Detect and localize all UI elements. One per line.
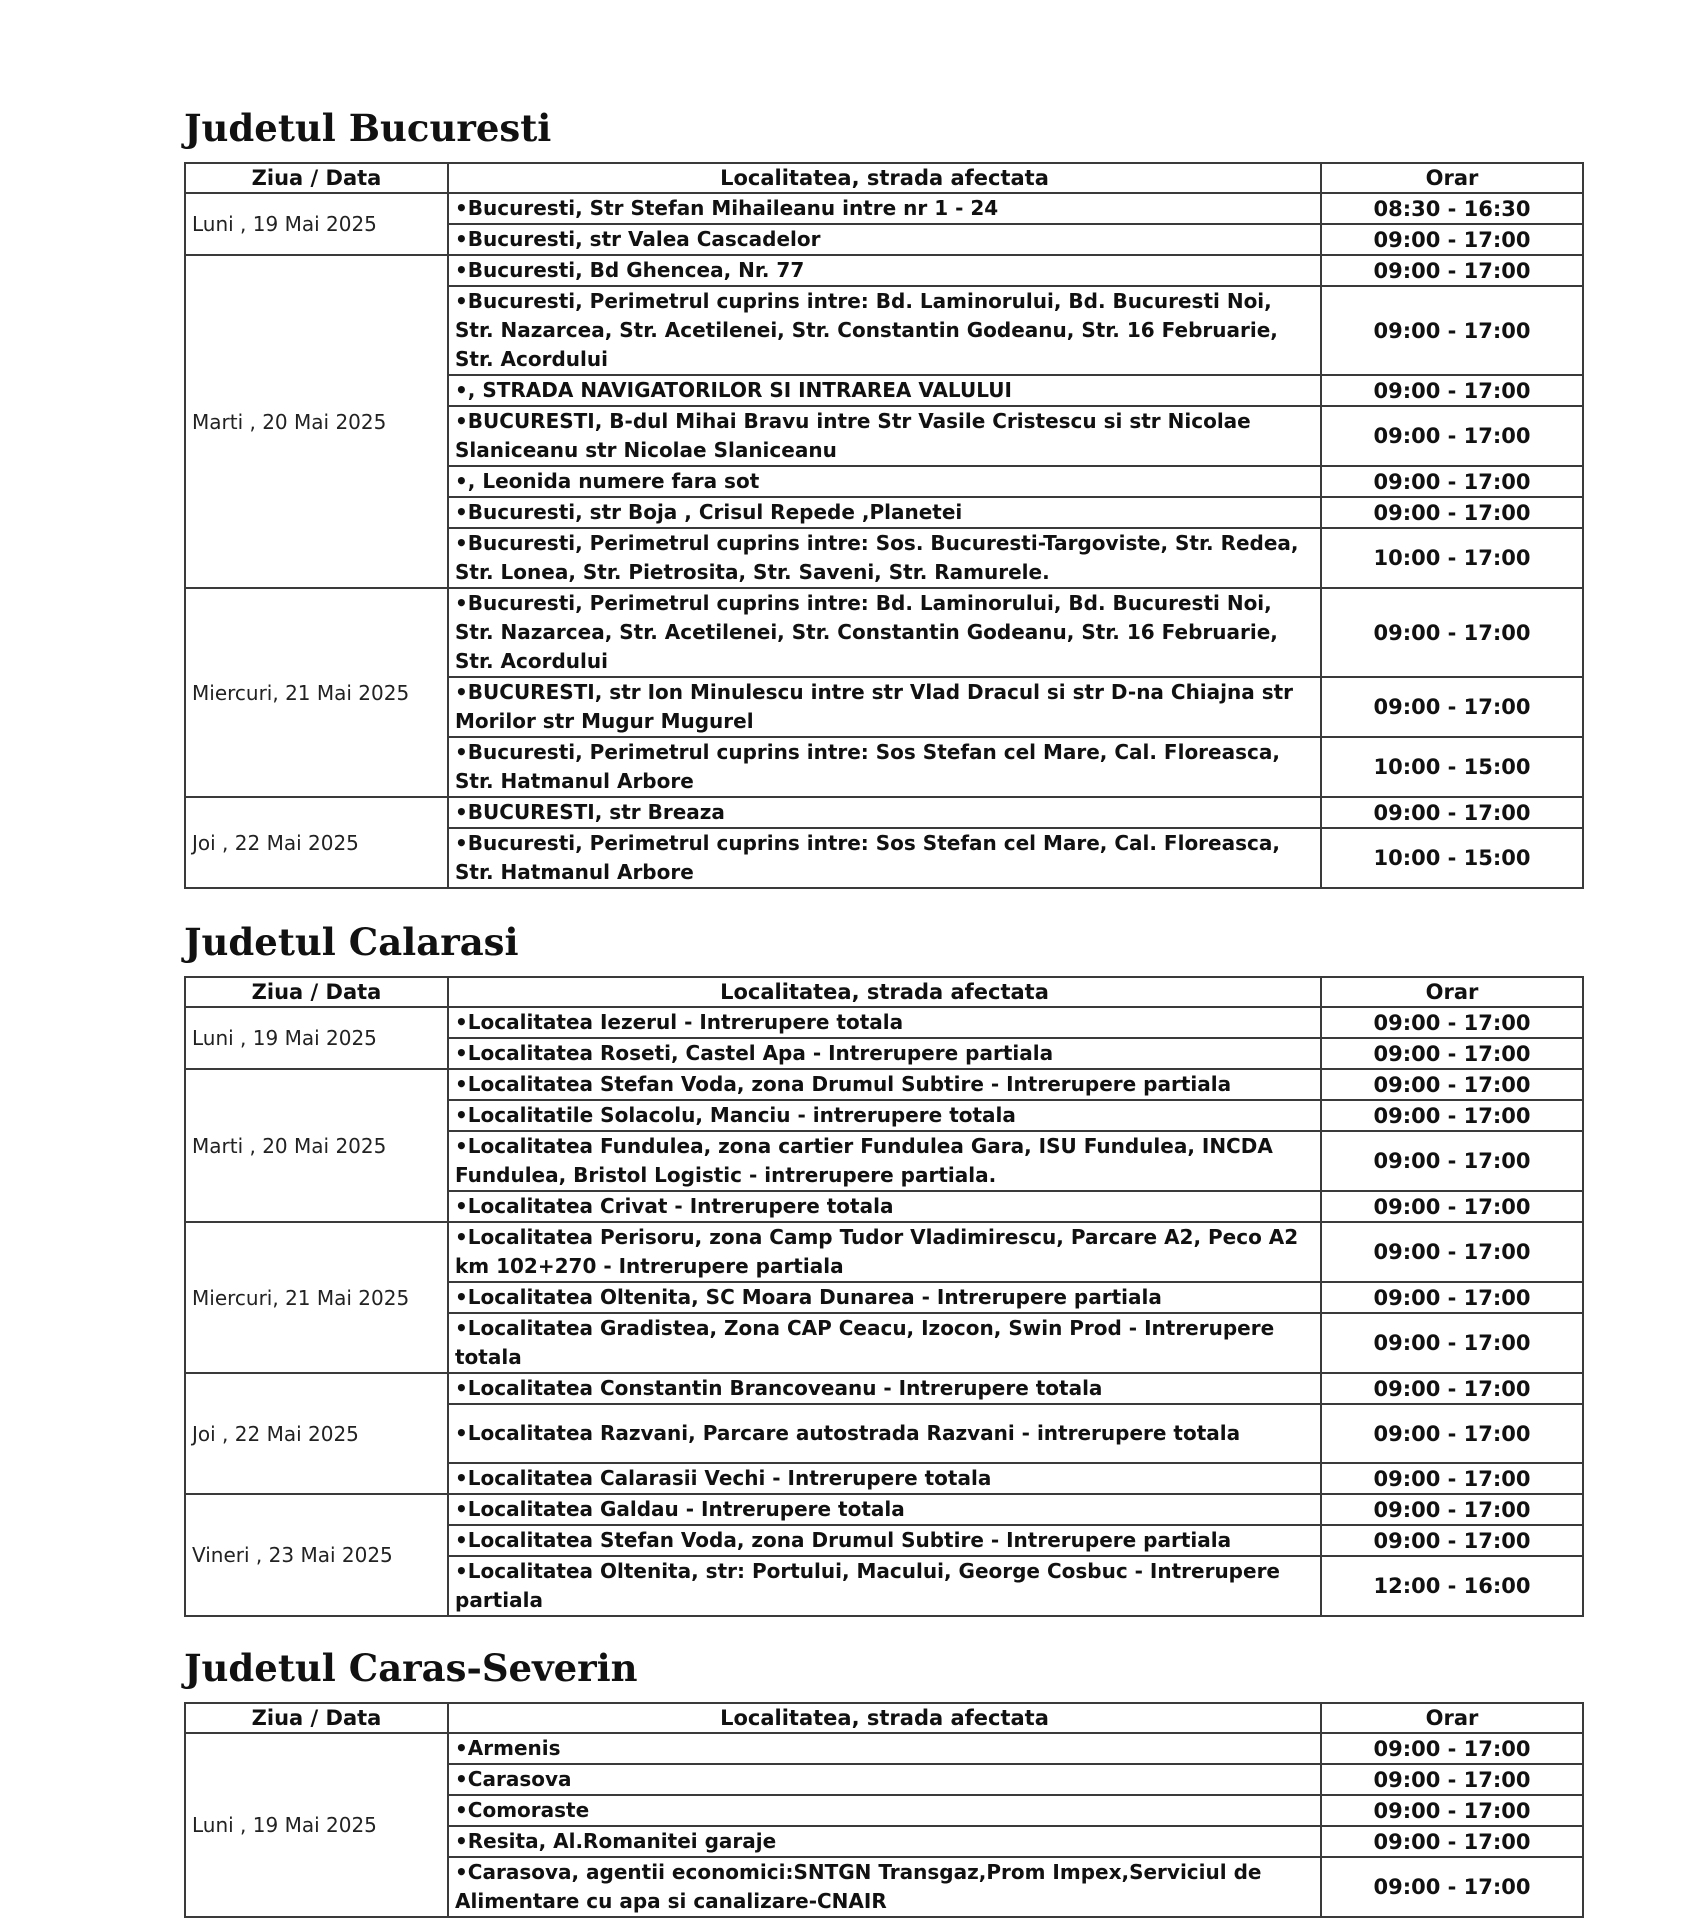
table-row [185, 1007, 1583, 1038]
schedule-table [184, 976, 1584, 1617]
location-cell: •Localitatea Gradistea, Zona CAP Ceacu, Izocon, Swin Prod - Intrerupere totala [448, 1313, 1321, 1373]
location-cell: •BUCURESTI, str Ion Minulescu intre str Vlad Dracul si str D-na Chiajna str Morilor str Mugur Mugurel [448, 677, 1321, 737]
location-cell: •Comoraste [448, 1795, 1321, 1826]
time-cell: 09:00 - 17:00 [1321, 588, 1583, 677]
table-row [185, 1373, 1583, 1404]
location-cell: •Localitatea Fundulea, zona cartier Fundulea Gara, ISU Fundulea, INCDA Fundulea, Bristol Logistic - intrerupere partiala. [448, 1131, 1321, 1191]
location-cell: •Localitatea Calarasii Vechi - Intrerupere totala [448, 1463, 1321, 1494]
time-cell: 09:00 - 17:00 [1321, 224, 1583, 255]
day-cell: Vineri , 23 Mai 2025 [185, 1494, 448, 1616]
time-cell: 09:00 - 17:00 [1321, 1007, 1583, 1038]
location-cell: •Localitatea Roseti, Castel Apa - Intrerupere partiala [448, 1038, 1321, 1069]
column-header-day: Ziua / Data [185, 1703, 448, 1733]
column-header-location: Localitatea, strada afectata [448, 1703, 1321, 1733]
time-cell: 09:00 - 17:00 [1321, 497, 1583, 528]
time-cell: 08:30 - 16:30 [1321, 193, 1583, 224]
day-cell: Luni , 19 Mai 2025 [185, 193, 448, 255]
section-caras-severin [184, 1642, 1582, 1918]
location-cell: •Bucuresti, Bd Ghencea, Nr. 77 [448, 255, 1321, 286]
table-header-row [185, 977, 1583, 1007]
table-header-row [185, 163, 1583, 193]
location-cell: •Localitatea Razvani, Parcare autostrada Razvani - intrerupere totala [448, 1404, 1321, 1463]
table-row [185, 1733, 1583, 1764]
location-cell: •Bucuresti, str Valea Cascadelor [448, 224, 1321, 255]
location-cell: •BUCURESTI, str Breaza [448, 797, 1321, 828]
column-header-location: Localitatea, strada afectata [448, 977, 1321, 1007]
column-header-time: Orar [1321, 977, 1583, 1007]
time-cell: 09:00 - 17:00 [1321, 1131, 1583, 1191]
location-cell: •Localitatea Constantin Brancoveanu - Intrerupere totala [448, 1373, 1321, 1404]
table-row [185, 193, 1583, 224]
time-cell: 09:00 - 17:00 [1321, 1222, 1583, 1282]
time-cell: 09:00 - 17:00 [1321, 1525, 1583, 1556]
day-cell: Miercuri, 21 Mai 2025 [185, 588, 448, 797]
location-cell: •Carasova [448, 1764, 1321, 1795]
column-header-day: Ziua / Data [185, 163, 448, 193]
time-cell: 09:00 - 17:00 [1321, 1764, 1583, 1795]
time-cell: 09:00 - 17:00 [1321, 1282, 1583, 1313]
time-cell: 09:00 - 17:00 [1321, 255, 1583, 286]
county-title: Judetul Bucuresti [184, 106, 552, 150]
time-cell: 12:00 - 16:00 [1321, 1556, 1583, 1616]
location-cell: •Carasova, agentii economici:SNTGN Transgaz,Prom Impex,Serviciul de Alimentare cu apa si canalizare-CNAIR [448, 1857, 1321, 1917]
location-cell: •, STRADA NAVIGATORILOR SI INTRAREA VALULUI [448, 375, 1321, 406]
time-cell: 09:00 - 17:00 [1321, 1795, 1583, 1826]
time-cell: 09:00 - 17:00 [1321, 1373, 1583, 1404]
table-row [185, 797, 1583, 828]
table-row [185, 255, 1583, 286]
column-header-location: Localitatea, strada afectata [448, 163, 1321, 193]
location-cell: •Bucuresti, Perimetrul cuprins intre: Bd. Laminorului, Bd. Bucuresti Noi, Str. Nazarcea, Str. Acetilenei, Str. Constantin Godeanu, Str. 16 Februarie, Str. Acordului [448, 588, 1321, 677]
time-cell: 09:00 - 17:00 [1321, 406, 1583, 466]
time-cell: 09:00 - 17:00 [1321, 1494, 1583, 1525]
schedule-table [184, 1702, 1584, 1918]
location-cell: •Localitatile Solacolu, Manciu - intrerupere totala [448, 1100, 1321, 1131]
column-header-time: Orar [1321, 1703, 1583, 1733]
time-cell: 09:00 - 17:00 [1321, 1733, 1583, 1764]
time-cell: 10:00 - 15:00 [1321, 737, 1583, 797]
location-cell: •Bucuresti, Perimetrul cuprins intre: Sos. Bucuresti-Targoviste, Str. Redea, Str. Lonea, Str. Pietrosita, Str. Saveni, Str. Ramurele. [448, 528, 1321, 588]
time-cell: 09:00 - 17:00 [1321, 1463, 1583, 1494]
day-cell: Miercuri, 21 Mai 2025 [185, 1222, 448, 1373]
table-row [185, 1222, 1583, 1282]
time-cell: 09:00 - 17:00 [1321, 1826, 1583, 1857]
day-cell: Marti , 20 Mai 2025 [185, 255, 448, 588]
time-cell: 09:00 - 17:00 [1321, 797, 1583, 828]
day-cell: Joi , 22 Mai 2025 [185, 1373, 448, 1494]
location-cell: •Resita, Al.Romanitei garaje [448, 1826, 1321, 1857]
time-cell: 09:00 - 17:00 [1321, 1069, 1583, 1100]
location-cell: •Localitatea Oltenita, SC Moara Dunarea - Intrerupere partiala [448, 1282, 1321, 1313]
location-cell: •Localitatea Crivat - Intrerupere totala [448, 1191, 1321, 1222]
table-row [185, 588, 1583, 677]
time-cell: 10:00 - 17:00 [1321, 528, 1583, 588]
location-cell: •Bucuresti, Perimetrul cuprins intre: Bd. Laminorului, Bd. Bucuresti Noi, Str. Nazarcea, Str. Acetilenei, Str. Constantin Godeanu, Str. 16 Februarie, Str. Acordului [448, 286, 1321, 375]
county-title: Judetul Caras-Severin [184, 1646, 638, 1690]
time-cell: 09:00 - 17:00 [1321, 1100, 1583, 1131]
location-cell: •Localitatea Oltenita, str: Portului, Macului, George Cosbuc - Intrerupere partiala [448, 1556, 1321, 1616]
table-row [185, 1069, 1583, 1100]
day-cell: Marti , 20 Mai 2025 [185, 1069, 448, 1222]
location-cell: •Bucuresti, Perimetrul cuprins intre: Sos Stefan cel Mare, Cal. Floreasca, Str. Hatmanul Arbore [448, 828, 1321, 888]
time-cell: 10:00 - 15:00 [1321, 828, 1583, 888]
day-cell: Joi , 22 Mai 2025 [185, 797, 448, 888]
table-row [185, 1494, 1583, 1525]
section-bucuresti [184, 102, 1582, 889]
location-cell: •Bucuresti, Str Stefan Mihaileanu intre nr 1 - 24 [448, 193, 1321, 224]
column-header-day: Ziua / Data [185, 977, 448, 1007]
location-cell: •BUCURESTI, B-dul Mihai Bravu intre Str Vasile Cristescu si str Nicolae Slaniceanu str Nicolae Slaniceanu [448, 406, 1321, 466]
time-cell: 09:00 - 17:00 [1321, 286, 1583, 375]
time-cell: 09:00 - 17:00 [1321, 677, 1583, 737]
location-cell: •Localitatea Iezerul - Intrerupere totala [448, 1007, 1321, 1038]
time-cell: 09:00 - 17:00 [1321, 375, 1583, 406]
time-cell: 09:00 - 17:00 [1321, 1313, 1583, 1373]
time-cell: 09:00 - 17:00 [1321, 1038, 1583, 1069]
column-header-time: Orar [1321, 163, 1583, 193]
county-title: Judetul Calarasi [184, 920, 519, 964]
time-cell: 09:00 - 17:00 [1321, 1404, 1583, 1463]
location-cell: •Localitatea Stefan Voda, zona Drumul Subtire - Intrerupere partiala [448, 1525, 1321, 1556]
location-cell: •Armenis [448, 1733, 1321, 1764]
location-cell: •Bucuresti, Perimetrul cuprins intre: Sos Stefan cel Mare, Cal. Floreasca, Str. Hatmanul Arbore [448, 737, 1321, 797]
time-cell: 09:00 - 17:00 [1321, 1191, 1583, 1222]
location-cell: •Localitatea Galdau - Intrerupere totala [448, 1494, 1321, 1525]
time-cell: 09:00 - 17:00 [1321, 1857, 1583, 1917]
day-cell: Luni , 19 Mai 2025 [185, 1733, 448, 1917]
time-cell: 09:00 - 17:00 [1321, 466, 1583, 497]
location-cell: •Localitatea Perisoru, zona Camp Tudor Vladimirescu, Parcare A2, Peco A2 km 102+270 - Intrerupere partiala [448, 1222, 1321, 1282]
section-calarasi [184, 916, 1582, 1617]
location-cell: •Localitatea Stefan Voda, zona Drumul Subtire - Intrerupere partiala [448, 1069, 1321, 1100]
location-cell: •Bucuresti, str Boja , Crisul Repede ,Planetei [448, 497, 1321, 528]
table-header-row [185, 1703, 1583, 1733]
location-cell: •, Leonida numere fara sot [448, 466, 1321, 497]
day-cell: Luni , 19 Mai 2025 [185, 1007, 448, 1069]
schedule-table [184, 162, 1584, 889]
